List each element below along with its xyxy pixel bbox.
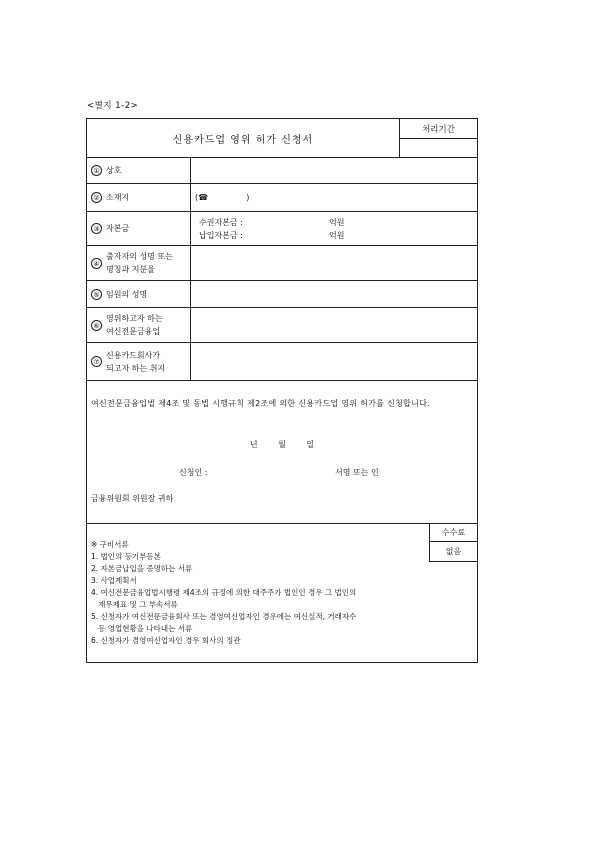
fee-header: 수수료 [429,523,477,542]
phone-text: (☎ ) [195,193,250,202]
list-item: 4. 여신전문금융업법시행령 제4조의 규정에 의한 대주주가 법인인 경우 그 법인의 [91,588,357,597]
field-number: ⑥ [91,320,102,331]
declaration-section [87,381,477,524]
addressee: 금융위원회 위원장 귀하 [91,494,174,503]
field-row-business-type [87,308,477,343]
field-label-text: 자본금 [106,224,130,233]
officers-field[interactable] [191,281,477,307]
field-label-text: 영위하고자 하는 여신전문금융업 [106,314,163,336]
field-label-text: 신용카드회사가 되고자 하는 취지 [106,350,166,373]
field-row-officers [87,281,477,308]
paid-capital-unit: 억원 [329,231,345,240]
list-item: 1. 법인의 등기부등본 [91,552,161,561]
paid-capital-label: 납입자본금 : [199,231,243,240]
field-label-text: 출자자의 성명 또는 명칭과 지분율 [106,252,173,274]
field-number: ① [91,165,102,176]
field-label [87,281,191,307]
fee-value: 없음 [429,542,477,562]
field-label-text: 임원의 성명 [106,289,148,299]
investors-field[interactable] [191,246,477,280]
field-label [87,343,191,380]
list-item: 6. 신청자가 겸영여신업자인 경우 회사의 정관 [91,636,241,645]
field-row-capital [87,212,477,246]
field-label [87,212,191,245]
documents-list [91,551,431,647]
field-label [87,184,191,211]
capital-field[interactable] [191,212,477,245]
declaration-paragraph: 여신전문금융업법 제4조 및 동법 시행규칙 제2조에 의한 신용카드업 영위 허가를 신청합니다. [91,399,431,408]
field-label [87,246,191,280]
authorized-capital-unit: 억원 [329,218,345,227]
application-date[interactable]: 년 월 일 [249,440,315,449]
signature-label: 서명 또는 인 [335,468,379,477]
documents-header: ※ 구비서류 [91,540,129,549]
field-label [87,308,191,342]
list-item: 등 영업현황을 나타내는 서류 [91,624,193,633]
field-row-purpose [87,343,477,381]
field-label-text: 소재지 [106,193,130,202]
field-number: ⑤ [91,289,102,300]
field-number: ⑦ [91,356,102,367]
business-type-field[interactable] [191,308,477,342]
list-item: 재무제표 및 그 부속서류 [91,600,178,609]
field-number: ④ [91,258,102,269]
applicant-label: 신청인 : [179,468,208,477]
field-row-address [87,184,477,212]
list-item: 3. 사업계획서 [91,576,137,585]
required-documents-section [87,523,477,662]
list-item: 5. 신청자가 여신전문금융회사 또는 겸영여신업자인 경우에는 여신실적, 거래자수 [91,612,357,621]
field-row-company-name [87,157,477,184]
address-field[interactable] [191,184,477,211]
company-name-field[interactable] [191,157,477,183]
authorized-capital-label: 수권자본금 : [199,218,243,227]
application-form [86,118,478,663]
list-item: 2. 자본금납입을 증명하는 서류 [91,564,193,573]
field-label [87,157,191,183]
purpose-field[interactable] [191,343,477,380]
field-number: ② [91,192,102,203]
title-row [87,119,477,158]
form-number-label: <별지 1-2> [87,101,139,111]
field-row-investors [87,246,477,281]
field-label-text: 상호 [106,165,122,175]
form-title: 신용카드업 영위 허가 신청서 [87,119,400,157]
processing-period-value[interactable] [400,138,477,157]
processing-period-header: 처리기간 [400,119,477,139]
field-number: ③ [91,223,102,234]
